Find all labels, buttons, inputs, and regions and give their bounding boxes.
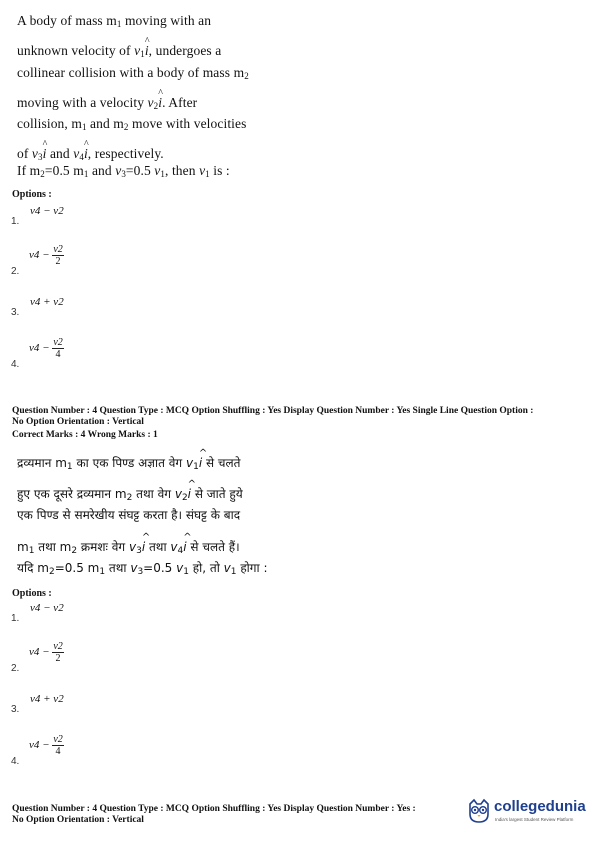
hindi-option-1-number: 1. (11, 613, 20, 624)
option-1-number: 1. (11, 216, 20, 227)
question-meta-line-1: Question Number : 4 Question Type : MCQ Option Shuffling : Yes Display Question Number : Yes Single Line Question Option : (12, 406, 534, 416)
hindi-line-5: यदि $m_2=0.5$ $m_1$ तथा $v_3=0.5$ $v_1$ हो, तो $v_1$ होगा : (17, 561, 268, 577)
question-line-2: unknown velocity of $v_1\^{}$ i, undergoes a (17, 43, 221, 59)
owl-logo-icon (466, 798, 492, 824)
hindi-line-2: हुए एक दूसरे द्रव्यमान $m_2$ तथा वेग $v_2\^{}$ i से जाते हुये (17, 486, 243, 502)
hindi-option-4-fraction: $\frac{v2}{4}$ (53, 734, 63, 757)
marks-line: Correct Marks : 4 Wrong Marks : 1 (12, 430, 158, 440)
question-line-1: A body of mass $m_1$ moving with an (17, 13, 212, 29)
question-meta-2-line-2: No Option Orientation : Vertical (12, 815, 144, 825)
hindi-option-2-number: 2. (11, 663, 20, 674)
hindi-option-3-expr: v4 + v2 (30, 693, 64, 705)
hindi-option-4-expr: v4 − $\frac{v2}{4}$ (29, 734, 63, 757)
question-line-5: collision, $m_1$ and $m_2$ move with velocities (17, 116, 247, 132)
question-line-4: moving with a velocity $v_2\^{}$ i. After (17, 95, 197, 111)
question-line-3: collinear collision with a body of mass $m_2$ (17, 65, 249, 81)
hindi-option-2-expr: v4 − $\frac{v2}{2}$ (29, 641, 63, 664)
hindi-option-1-expr: v4 − v2 (30, 602, 64, 614)
option-4-expr: v4 − $\frac{v2}{4}$ (29, 337, 63, 360)
question-meta-line-2: No Option Orientation : Vertical (12, 417, 144, 427)
logo-name: collegedunia (494, 798, 586, 815)
question-meta-2-line-1: Question Number : 4 Question Type : MCQ Option Shuffling : Yes Display Question Number : Yes : (12, 804, 416, 814)
option-2-expr: v4 − $\frac{v2}{2}$ (29, 244, 63, 267)
hindi-line-3: एक पिण्ड से समरेखीय संघट्ट करता है। संघट्ट के बाद (17, 508, 241, 522)
option-4-number: 4. (11, 359, 20, 370)
options-label-hindi: Options : (12, 588, 52, 599)
option-2-number: 2. (11, 266, 20, 277)
collegedunia-logo[interactable] (466, 796, 588, 826)
option-3-expr: v4 + v2 (30, 296, 64, 308)
logo-tagline: India's largest Student Review Platform (495, 817, 574, 822)
question-line-7: If $m_2=0.5$ $m_1$ and $v_3=0.5$ $v_1$, then $v_1$ is : (17, 163, 230, 179)
hindi-option-3-number: 3. (11, 704, 20, 715)
option-2-fraction: $\frac{v2}{2}$ (53, 244, 63, 267)
hindi-line-1: द्रव्यमान $m_1$ का एक पिण्ड अज्ञात वेग $v_1\^{}$ i से चलते (17, 455, 241, 471)
hindi-option-4-number: 4. (11, 756, 20, 767)
hindi-line-4: $m_1$ तथा $m_2$ क्रमशः वेग $v_3\^{}$ i तथा $v_4\^{}$ i से चलते हैं। (17, 539, 240, 555)
option-1-expr: v4 − v2 (30, 205, 64, 217)
option-3-number: 3. (11, 307, 20, 318)
options-label: Options : (12, 189, 52, 200)
option-4-fraction: $\frac{v2}{4}$ (53, 337, 63, 360)
hindi-option-2-fraction: $\frac{v2}{2}$ (53, 641, 63, 664)
question-line-6: of $v_3\^{}$ i and $v_4\^{}$ i, respectively. (17, 146, 164, 162)
